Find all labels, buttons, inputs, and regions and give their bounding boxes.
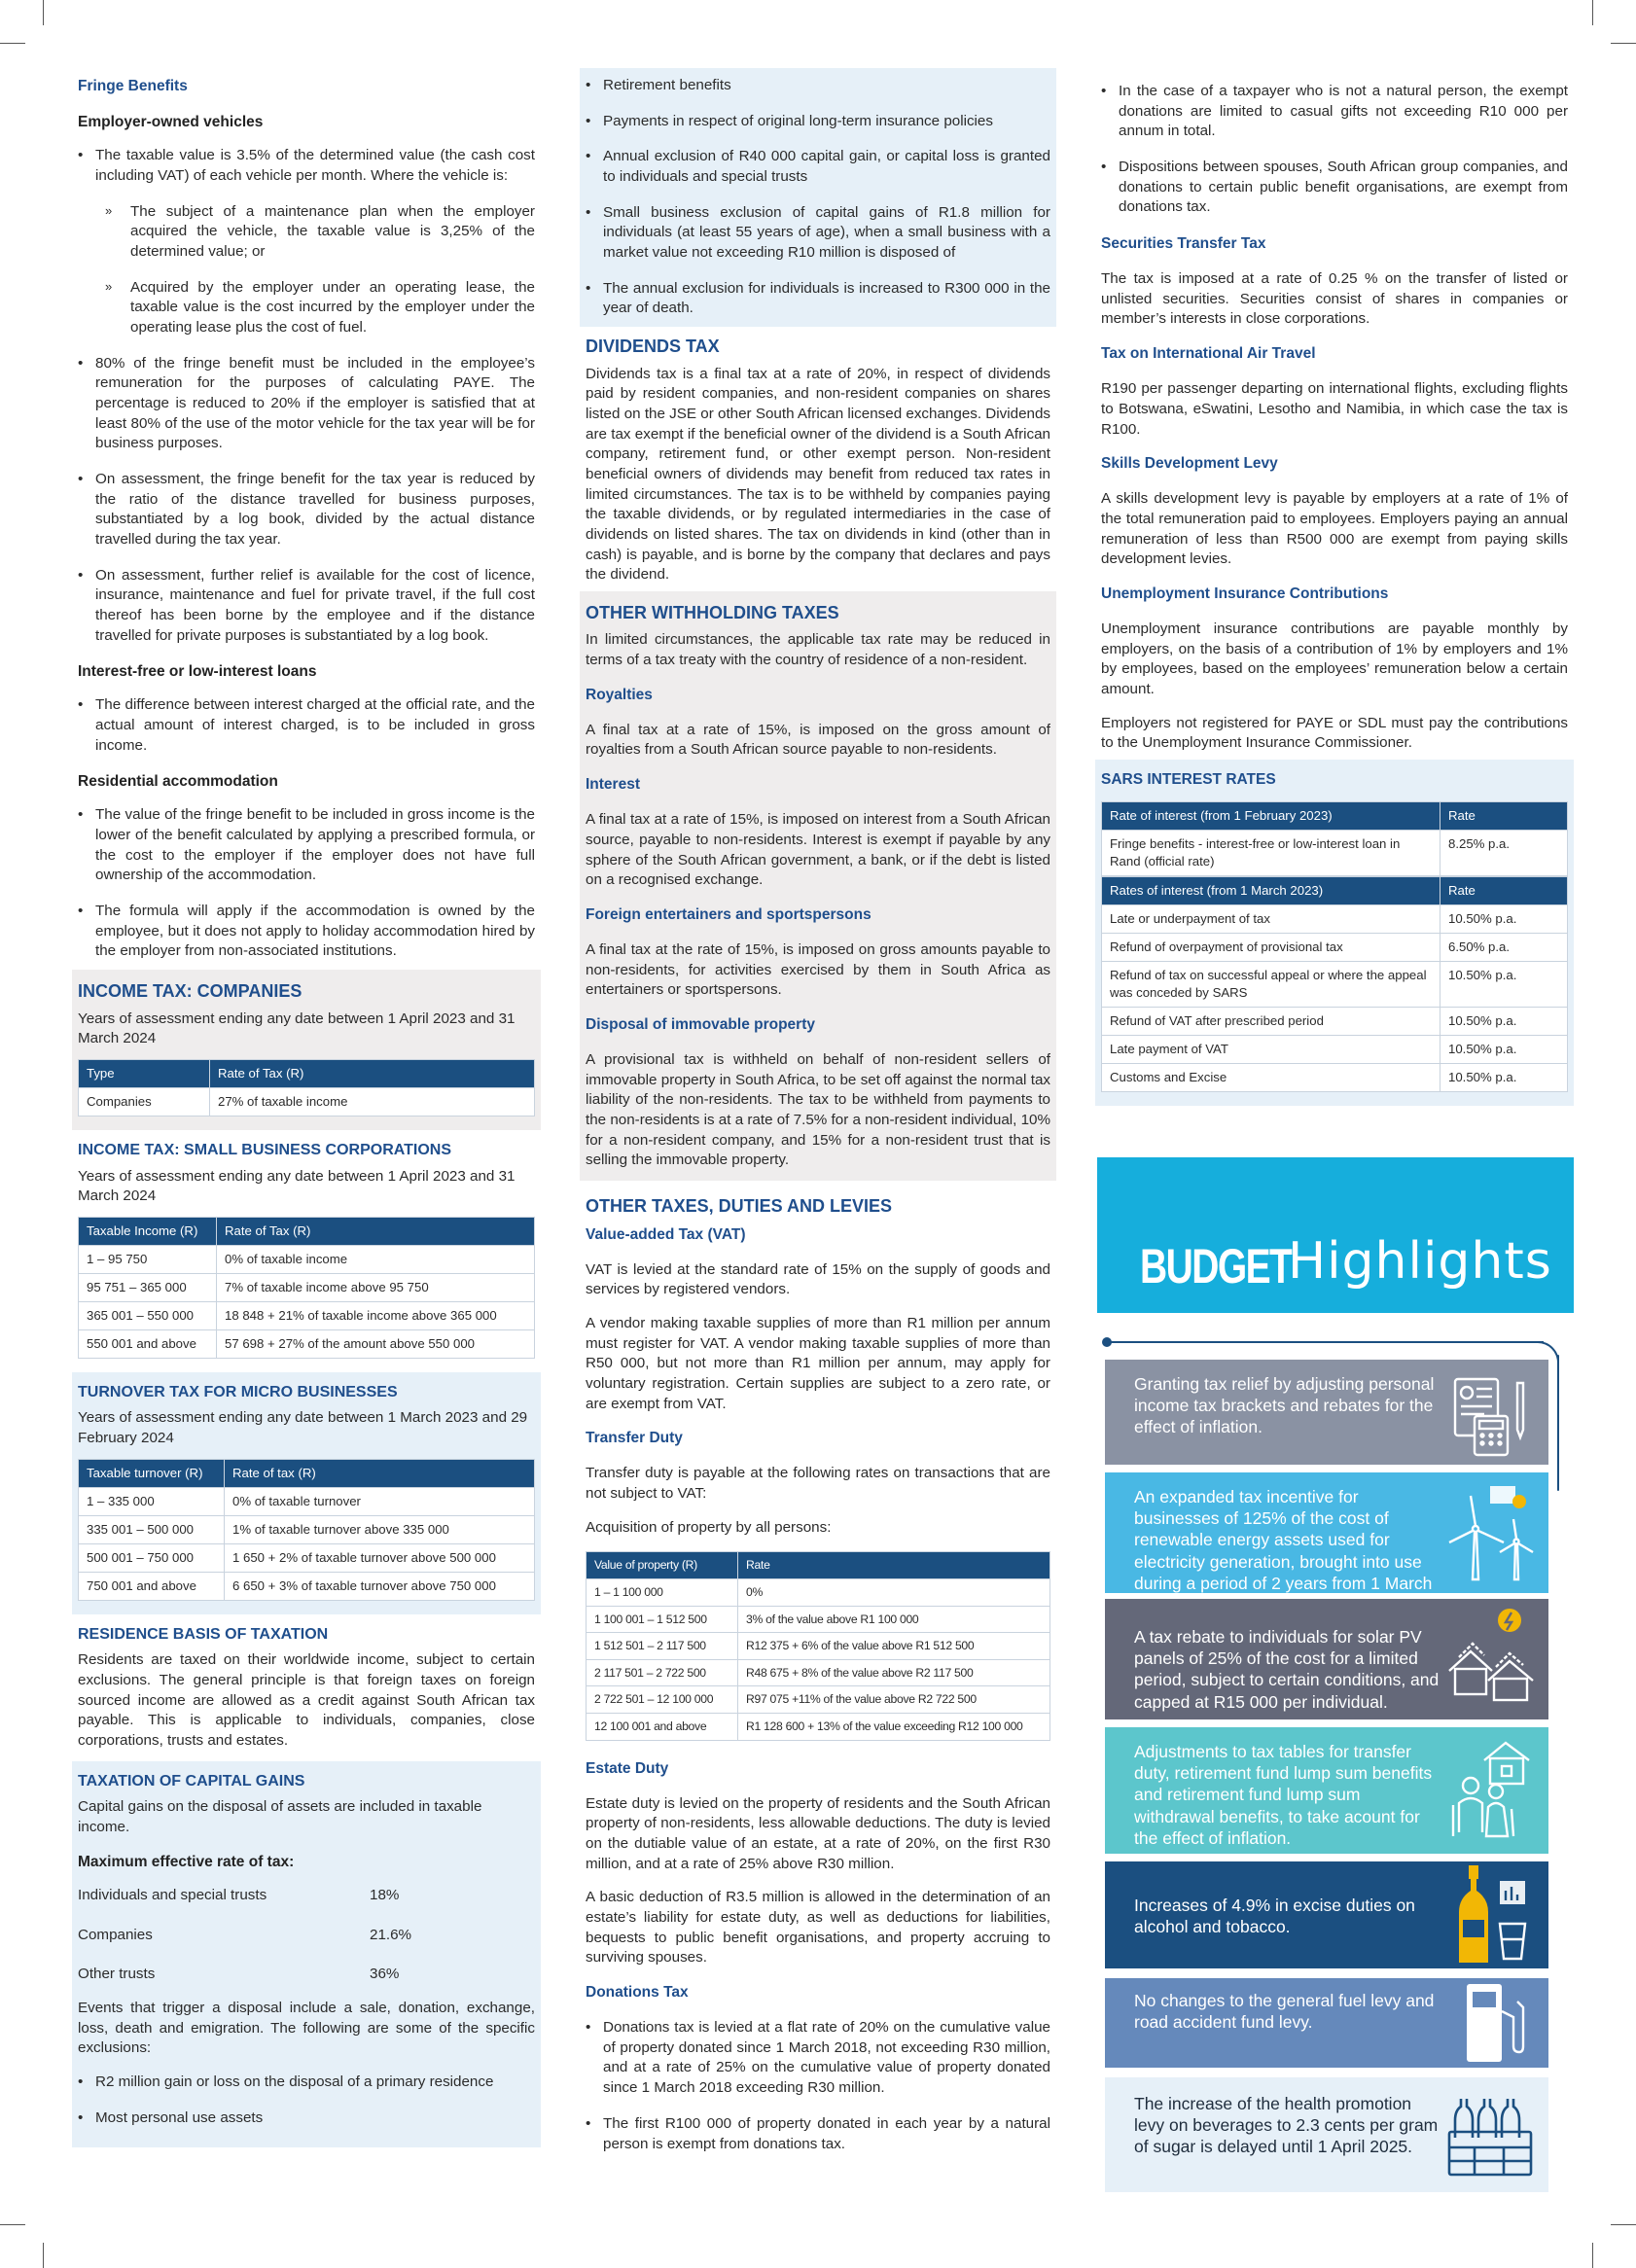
loans-heading: Interest-free or low-interest loans (78, 663, 317, 681)
crop-mark (1611, 2224, 1636, 2225)
table-row (79, 1087, 535, 1116)
table-header: Rate of interest (from 1 February 2023) (1102, 802, 1440, 831)
table-cell: 2 117 501 – 2 722 500 (587, 1659, 738, 1686)
table-row (79, 1515, 535, 1543)
table-row (587, 1714, 1050, 1741)
table-cell: Late payment of VAT (1102, 1035, 1440, 1063)
retirement-couple-icon (1445, 1735, 1535, 1842)
table-header: Rate (1440, 802, 1568, 831)
table-cell: 10.50% p.a. (1440, 1007, 1568, 1035)
transfer-duty-heading: Transfer Duty (586, 1430, 683, 1447)
table-header: Rate of Tax (R) (217, 1217, 535, 1245)
sbc-panel (72, 1130, 541, 1372)
table-cell: Customs and Excise (1102, 1063, 1440, 1091)
withholding-panel (580, 591, 1056, 1181)
transfer-acquisition: Acquisition of property by all persons: (586, 1518, 832, 1536)
air-travel-heading: Tax on International Air Travel (1101, 345, 1316, 363)
list-item: • R2 million gain or loss on the disposal of a primary residence (78, 2073, 535, 2093)
transfer-duty-text: Transfer duty is payable at the following rates on transactions that are not subject to VAT: (586, 1465, 1050, 1503)
table-cell: 18 848 + 21% of taxable income above 365 000 (217, 1301, 535, 1329)
column-right (1101, 82, 1568, 1106)
table-header: Rate of Tax (R) (210, 1059, 535, 1087)
table-row (79, 1301, 535, 1329)
transfer-duty-table (586, 1551, 1050, 1740)
table-cell: 335 001 – 500 000 (79, 1515, 225, 1543)
table-cell: 500 001 – 750 000 (79, 1543, 225, 1572)
wind-turbine-icon (1445, 1484, 1535, 1581)
timeline-line-vertical (1557, 1355, 1559, 1491)
rate-value: 21.6% (370, 1926, 412, 1943)
withholding-heading: OTHER WITHHOLDING TAXES (586, 602, 839, 622)
turnover-heading: TURNOVER TAX FOR MICRO BUSINESSES (78, 1383, 398, 1400)
list-item: • Annual exclusion of R40 000 capital gain, or capital loss is granted to individuals and special trusts (586, 147, 1050, 187)
table-cell: 8.25% p.a. (1440, 831, 1568, 876)
table-cell: 2 722 501 – 12 100 000 (587, 1686, 738, 1714)
list-item: • The difference between interest charged at the official rate, and the actual amount of interest charged, is to be included in gross income. (78, 695, 535, 756)
table-row (79, 1273, 535, 1301)
list-item (78, 146, 535, 337)
highlight-item (1105, 1599, 1548, 1719)
rate-value: 36% (370, 1966, 400, 1983)
donations-list-continued (1101, 82, 1568, 218)
residence-panel (72, 1614, 541, 1761)
crop-mark (0, 43, 25, 44)
donations-heading: Donations Tax (586, 1984, 689, 2002)
table-row (1102, 904, 1568, 933)
table-cell: Refund of overpayment of provisional tax (1102, 933, 1440, 961)
list-item: • On assessment, further relief is available for the cost of licence, insurance, maintenance and fuel for private travel, if the full cost thereof has been borne by the employee and if the distance travelled for private purposes is substantiated by a log book. (78, 566, 535, 647)
table-row (79, 1487, 535, 1515)
highlight-text: An expanded tax incentive for businesses of 125% of the cost of renewable energy assets used for electricity generation, brought into use during a period of 2 years from 1 March (1134, 1487, 1433, 1593)
highlight-text: Increases of 4.9% in excise duties on alcohol and tobacco. (1134, 1896, 1415, 1937)
cgt-heading: TAXATION OF CAPITAL GAINS (78, 1772, 305, 1790)
estate-text-1: Estate duty is levied on the property of residents and the South African property of non-residents, less allowable deductions. The duty is levied on the dutiable value of an estate, at a rate of 20%, on the first R30 million, and at a rate of 25% above R30 million. (586, 1794, 1050, 1872)
table-cell: 0% (738, 1579, 1050, 1607)
highlight-text: A tax rebate to individuals for solar PV panels of 25% of the cost for a limited period, subject to certain conditions, and capped at R15 000 per individual. (1134, 1627, 1440, 1712)
list-item: • Dispositions between spouses, South African group companies, and donations to certain public benefit organisations, are exempt from donations tax. (1101, 158, 1568, 218)
turnover-table (78, 1459, 535, 1601)
list-item: » Acquired by the employer under an operating lease, the taxable value is the cost incurred by the employer under the operating lease plus the cost of fuel. (95, 278, 535, 338)
dividends-text: Dividends tax is a final tax at a rate of 20%, in respect of dividends paid by resident companies, and non-resident companies on shares listed on the JSE or other South African licensed exchanges. Dividends are tax exempt if the beneficial owner of the dividend is a South African company, retirement fund, or other exempt person. Non-resident beneficial owners of dividends may benefit from reduced tax rates in limited circumstances. The tax is to be withheld by companies paying the taxable dividends, or by regulated intermediaries in the case of dividends on listed shares. The tax on dividends in kind (other than in cash) is payable, and is borne by the company that declares and pays the dividend. (586, 365, 1050, 584)
fuel-pump-icon (1445, 1978, 1535, 2068)
table-header: Rate (738, 1552, 1050, 1579)
highlight-text: Adjustments to tax tables for transfer duty, retirement fund lump sum benefits and retirement fund lump sum withdrawal benefits, to take acount for the effect of inflation. (1134, 1742, 1433, 1848)
sars-rates-table-1 (1101, 801, 1568, 876)
solar-house-icon (1445, 1607, 1535, 1704)
table-cell: 1 – 335 000 (79, 1487, 225, 1515)
list-item: • On assessment, the fringe benefit for the tax year is reduced by the ratio of the distance travelled for business purposes, substantiated by a log book, divided by the actual distance travelled during the tax year. (78, 470, 535, 550)
table-cell: R12 375 + 6% of the value above R1 512 500 (738, 1633, 1050, 1660)
table-cell: Companies (79, 1087, 210, 1116)
table-header: Taxable Income (R) (79, 1217, 217, 1245)
royalties-heading: Royalties (586, 686, 653, 703)
table-cell: 10.50% p.a. (1440, 961, 1568, 1007)
table-row (587, 1659, 1050, 1686)
accommodation-list (78, 805, 535, 962)
residence-text: Residents are taxed on their worldwide income, subject to certain exclusions. The general principle is that foreign taxes on foreign sourced income are allowed as a credit against South African tax payable. This is applicable to individuals, companies, close corporations, trusts and estates. (78, 1651, 535, 1750)
highlight-text: Granting tax relief by adjusting personal income tax brackets and rebates for the effect of inflation. (1134, 1374, 1435, 1437)
table-cell: 550 001 and above (79, 1329, 217, 1358)
sars-rates-panel (1095, 760, 1574, 1106)
table-cell: R97 075 +11% of the value above R2 722 500 (738, 1686, 1050, 1714)
dividends-heading: DIVIDENDS TAX (586, 337, 720, 357)
table-row (1102, 933, 1568, 961)
stt-text: The tax is imposed at a rate of 0.25 % on the transfer of listed or unlisted securities. Securities consist of shares in companies or member’s interests in close corporations. (1101, 270, 1568, 328)
vat-text-1: VAT is levied at the standard rate of 15% on the supply of goods and services by registered vendors. (586, 1260, 1050, 1298)
highlight-item (1105, 1472, 1548, 1593)
banner-title-light: Highlights (1288, 1232, 1552, 1291)
interest-heading: Interest (586, 776, 640, 794)
fringe-benefits-heading: Fringe Benefits (78, 78, 188, 94)
table-header: Rate (1440, 877, 1568, 905)
list-item: • The value of the fringe benefit to be included in gross income is the lower of the benefit calculated by applying a prescribed formula, or the cost to the employer if the employer does not have full ownership of the accommodation. (78, 805, 535, 886)
table-cell: Fringe benefits - interest-free or low-interest loan in Rand (official rate) (1102, 831, 1440, 876)
table-cell: 1 100 001 – 1 512 500 (587, 1606, 738, 1633)
exclusions-list (586, 76, 1050, 319)
table-row (587, 1606, 1050, 1633)
highlight-item (1105, 1360, 1548, 1465)
table-cell: 750 001 and above (79, 1572, 225, 1600)
uif-text-2: Employers not registered for PAYE or SDL must pay the contributions to the Unemployment Insurance Commissioner. (1101, 714, 1568, 752)
highlight-item (1105, 1727, 1548, 1854)
crop-mark (1611, 43, 1636, 44)
table-cell: 1% of taxable turnover above 335 000 (225, 1515, 535, 1543)
table-cell: 6.50% p.a. (1440, 933, 1568, 961)
table-header: Taxable turnover (R) (79, 1459, 225, 1487)
table-row (79, 1245, 535, 1273)
withholding-text: In limited circumstances, the applicable tax rate may be reduced in terms of a tax treaty with the country of residence of a non-resident. (586, 631, 1050, 669)
table-cell: 12 100 001 and above (587, 1714, 738, 1741)
table-row (79, 1543, 535, 1572)
list-item: • The formula will apply if the accommodation is owned by the employee, but it does not apply to holiday accommodation hired by the employer from non-associated institutions. (78, 902, 535, 962)
bottle-glass-icon (1445, 1861, 1535, 1968)
bottle-crate-icon (1445, 2091, 1535, 2180)
table-cell: 57 698 + 27% of the amount above 550 000 (217, 1329, 535, 1358)
table-row (587, 1686, 1050, 1714)
list-item: • Payments in respect of original long-term insurance policies (586, 112, 1050, 132)
cgt-events: Events that trigger a disposal include a sale, donation, exchange, loss, death and emigration. The following are some of the specific exclusions: (78, 1999, 535, 2057)
crop-mark (1592, 0, 1593, 25)
column-left (78, 76, 535, 2147)
list-item: • In the case of a taxpayer who is not a natural person, the exempt donations are limited to casual gifts not exceeding R10 000 per annum in total. (1101, 82, 1568, 142)
residence-heading: RESIDENCE BASIS OF TAXATION (78, 1625, 329, 1643)
list-item: » The subject of a maintenance plan when the employer acquired the vehicle, the taxable value is 3,25% of the determined value; or (95, 202, 535, 263)
foreign-text: A final tax at the rate of 15%, is imposed on gross amounts payable to non-residents, for activities exercised by them in South Africa as entertainers or sportspersons. (586, 940, 1050, 999)
accommodation-heading: Residential accommodation (78, 773, 278, 791)
rate-value: 18% (370, 1886, 400, 1903)
exclusions-panel (580, 68, 1056, 327)
companies-intro: Years of assessment ending any date between 1 April 2023 and 31 March 2024 (78, 1010, 516, 1047)
donations-list (586, 2018, 1050, 2154)
highlight-item (1105, 2077, 1548, 2192)
dividends-panel (580, 327, 1056, 591)
table-cell: 1 – 1 100 000 (587, 1579, 738, 1607)
timeline-line (1106, 1341, 1544, 1343)
table-cell: 3% of the value above R1 100 000 (738, 1606, 1050, 1633)
table-header: Type (79, 1059, 210, 1087)
calculator-document-icon (1445, 1371, 1535, 1461)
crop-mark (43, 0, 44, 25)
table-cell: R1 128 600 + 13% of the value exceeding R12 100 000 (738, 1714, 1050, 1741)
companies-table (78, 1059, 535, 1116)
table-row (1102, 1035, 1568, 1063)
banner-title-bold: BUDGET (1140, 1239, 1292, 1293)
vehicles-sublist (95, 202, 535, 338)
sbc-intro: Years of assessment ending any date between 1 April 2023 and 31 March 2024 (78, 1167, 516, 1205)
table-cell: Late or underpayment of tax (1102, 904, 1440, 933)
crop-mark (1592, 2243, 1593, 2268)
cgt-panel (72, 1761, 541, 2148)
table-cell: 1 512 501 – 2 117 500 (587, 1633, 738, 1660)
table-cell: 10.50% p.a. (1440, 1035, 1568, 1063)
stt-heading: Securities Transfer Tax (1101, 235, 1266, 253)
interest-text: A final tax at a rate of 15%, is imposed on interest from a South African source, payable to non-residents. Interest is exempt if payable by any sphere of the South African government, a bank, or if the debt is listed on a recognised exchange. (586, 811, 1050, 889)
uif-text-1: Unemployment insurance contributions are payable monthly by employers, on the basis of a contribution of 1% by employers and 1% by employees, based on the employees’ remuneration below a certain amount. (1101, 620, 1568, 698)
table-row (587, 1579, 1050, 1607)
table-cell: 27% of taxable income (210, 1087, 535, 1116)
cgt-intro: Capital gains on the disposal of assets are included in taxable income. (78, 1798, 482, 1836)
table-row (79, 1329, 535, 1358)
table-cell: 1 650 + 2% of taxable turnover above 500 000 (225, 1543, 535, 1572)
turnover-intro: Years of assessment ending any date between 1 March 2023 and 29 February 2024 (78, 1409, 528, 1447)
list-item: • 80% of the fringe benefit must be included in the employee’s remuneration for the purposes of calculating PAYE. The percentage is reduced to 20% if the employer is satisfied that at least 80% of the use of the motor vehicle for the tax year will be for business purposes. (78, 354, 535, 454)
table-header: Rates of interest (from 1 March 2023) (1102, 877, 1440, 905)
highlight-text: The increase of the health promotion levy on beverages to 2.3 cents per gram of sugar is delayed until 1 April 2025. (1134, 2094, 1439, 2157)
table-cell: 6 650 + 3% of taxable turnover above 750 000 (225, 1572, 535, 1600)
highlight-text: No changes to the general fuel levy and road accident fund levy. (1134, 1991, 1435, 2033)
table-cell: R48 675 + 8% of the value above R2 117 500 (738, 1659, 1050, 1686)
table-cell: 0% of taxable income (217, 1245, 535, 1273)
rate-label: Other trusts (78, 1966, 156, 1983)
sars-rates-heading: SARS INTEREST RATES (1101, 771, 1276, 789)
table-cell: 1 – 95 750 (79, 1245, 217, 1273)
air-travel-text: R190 per passenger departing on international flights, excluding flights to Botswana, eSwatini, Lesotho and Namibia, in which case the tax is R100. (1101, 380, 1568, 438)
sbc-heading: INCOME TAX: SMALL BUSINESS CORPORATIONS (78, 1141, 452, 1158)
table-row (1102, 831, 1568, 876)
list-item: • The annual exclusion for individuals is increased to R300 000 in the year of death. (586, 279, 1050, 319)
loans-list (78, 695, 535, 756)
table-header: Rate of tax (R) (225, 1459, 535, 1487)
list-item: • Most personal use assets (78, 2109, 535, 2129)
budget-highlights-banner (1097, 1157, 1574, 1313)
list-item: • Small business exclusion of capital gains of R1.8 million for individuals (at least 55 years of age), when a small business with a market value not exceeding R10 million is disposed of (586, 203, 1050, 264)
other-taxes-heading: OTHER TAXES, DUTIES AND LEVIES (586, 1196, 893, 1217)
table-cell: Refund of tax on successful appeal or where the appeal was conceded by SARS (1102, 961, 1440, 1007)
table-cell: 0% of taxable turnover (225, 1487, 535, 1515)
companies-heading: INCOME TAX: COMPANIES (78, 981, 302, 1002)
sdl-heading: Skills Development Levy (1101, 455, 1278, 473)
list-item: • Retirement benefits (586, 76, 1050, 96)
highlight-item (1105, 1861, 1548, 1968)
table-row (587, 1633, 1050, 1660)
table-cell: 10.50% p.a. (1440, 1063, 1568, 1091)
royalties-text: A final tax at a rate of 15%, is imposed on the gross amount of royalties from a South African source payable to non-residents. (586, 721, 1050, 759)
sars-rates-table-2 (1101, 876, 1568, 1092)
cgt-rates (78, 1886, 535, 1985)
immovable-heading: Disposal of immovable property (586, 1016, 815, 1033)
companies-panel (72, 970, 541, 1130)
cgt-max-heading: Maximum effective rate of tax: (78, 1853, 295, 1870)
estate-duty-heading: Estate Duty (586, 1759, 669, 1777)
column-middle (586, 68, 1050, 2170)
list-item: • The first R100 000 of property donated in each year by a natural person is exempt from donations tax. (586, 2114, 1050, 2154)
foreign-heading: Foreign entertainers and sportspersons (586, 905, 871, 923)
table-row (1102, 961, 1568, 1007)
table-row (1102, 1007, 1568, 1035)
sbc-table (78, 1217, 535, 1359)
crop-mark (0, 2224, 25, 2225)
rate-label: Companies (78, 1926, 153, 1943)
vat-text-2: A vendor making taxable supplies of more than R1 million per annum must register for VAT. A vendor making taxable supplies of more than R50 000, but not more than R1 million per annum, may apply for voluntary registration. Certain supplies are subject to a zero rate, or are exempt from VAT. (586, 1315, 1050, 1412)
rate-label: Individuals and special trusts (78, 1886, 267, 1903)
table-cell: 95 751 – 365 000 (79, 1273, 217, 1301)
table-cell: Refund of VAT after prescribed period (1102, 1007, 1440, 1035)
highlight-item (1105, 1978, 1548, 2068)
table-header: Value of property (R) (587, 1552, 738, 1579)
vat-heading: Value-added Tax (VAT) (586, 1225, 746, 1243)
uif-heading: Unemployment Insurance Contributions (1101, 585, 1389, 602)
table-cell: 365 001 – 550 000 (79, 1301, 217, 1329)
turnover-panel (72, 1372, 541, 1614)
crop-mark (43, 2243, 44, 2268)
sdl-text: A skills development levy is payable by employers at a rate of 1% of the total remuneration paid to employees. Employers paying an annual remuneration of less than R500 000 are exempt from paying skills development levies. (1101, 490, 1568, 568)
table-cell: 7% of taxable income above 95 750 (217, 1273, 535, 1301)
list-item: • Donations tax is levied at a flat rate of 20% on the cumulative value of property donated since 1 March 2018, not exceeding R30 million, and at a rate of 25% on the cumulative value of property donated since 1 March 2018 exceeding R30 million. (586, 2018, 1050, 2099)
estate-text-2: A basic deduction of R3.5 million is allowed in the determination of an estate’s liability for estate duty, as well as deductions for liabilities, bequests to public benefit organisations, and property accruing to surviving spouses. (586, 1889, 1050, 1967)
cgt-exclusions-list (78, 2073, 535, 2128)
table-cell: 10.50% p.a. (1440, 904, 1568, 933)
vehicles-list (78, 146, 535, 646)
table-row (1102, 1063, 1568, 1091)
table-row (79, 1572, 535, 1600)
list-item-text: The taxable value is 3.5% of the determined value (the cash cost including VAT) of each vehicle per month. Where the vehicle is: (95, 147, 535, 184)
employer-vehicles-heading: Employer-owned vehicles (78, 114, 264, 131)
immovable-text: A provisional tax is withheld on behalf of non-resident sellers of immovable property in South Africa, to be set off against the normal tax liability of the non-residents. The tax to be withheld from payments to the non-residents is at a rate of 7.5% for a non-resident individual, 10% for a non-resident company, and 15% for a non-resident trust that is selling the immovable property. (586, 1051, 1050, 1169)
